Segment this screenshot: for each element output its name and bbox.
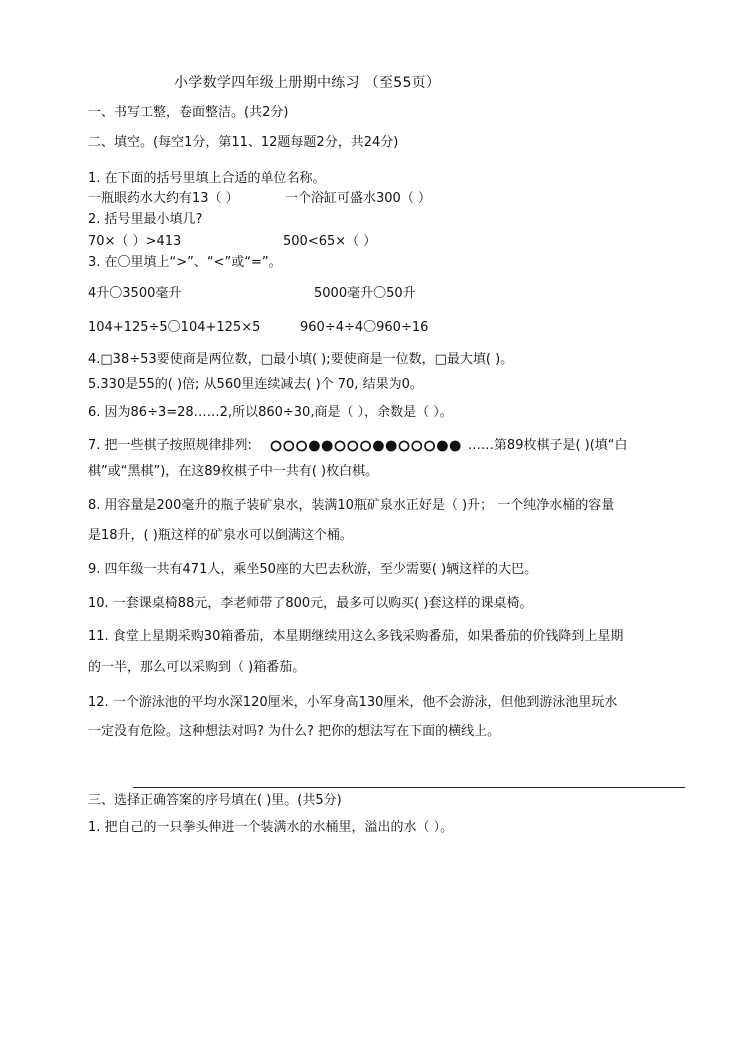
question-1-stem: 1. 在下面的括号里填上合适的单位名称。 [88, 171, 326, 186]
question-2-b: 500<65×（ ） [283, 234, 377, 249]
question-11-line-1: 11. 食堂上星期采购30箱番茄，本星期继续用这么多钱采购番茄，如果番茄的价钱降到上星期 [88, 629, 624, 644]
question-2-a: 70×（ ）>413 [88, 234, 182, 249]
question-7-line-1 [88, 437, 628, 454]
section-2-heading: 二、填空。(每空1分，第11、12题每题2分，共24分) [88, 135, 399, 150]
question-3-row-2 [88, 319, 429, 336]
white-bead [271, 441, 280, 450]
question-12-line-1: 12. 一个游泳池的平均水深120厘米，小军身高130厘米，他不会游泳，但他到游泳池里玩水 [88, 695, 618, 710]
white-bead [412, 441, 421, 450]
question-1-row [88, 190, 431, 207]
black-bead [323, 441, 332, 450]
black-bead [438, 441, 447, 450]
black-bead [374, 441, 383, 450]
question-2-row [88, 233, 377, 250]
question-2-stem: 2. 括号里最小填几? [88, 212, 203, 227]
white-bead [335, 441, 344, 450]
section-1-heading: 一、书写工整，卷面整洁。(共2分) [88, 105, 289, 120]
question-1-a: 一瓶眼药水大约有13（ ） [88, 191, 239, 206]
white-bead [425, 441, 434, 450]
question-3-c: 104+125÷5〇104+125×5 [88, 320, 261, 335]
page-title: 小学数学四年级上册期中练习 （至55页） [174, 75, 441, 91]
question-3-a: 4升〇3500毫升 [88, 286, 182, 301]
question-7-lead: 7. 把一些棋子按照规律排列: [88, 438, 252, 453]
section-3-heading: 三、选择正确答案的序号填在( )里。(共5分) [88, 793, 342, 808]
question-6: 6. 因为86÷3=28……2,所以860÷30,商是（ ），余数是（ ）。 [88, 405, 453, 420]
answer-line[interactable] [133, 787, 685, 788]
white-bead [399, 441, 408, 450]
question-3-b: 5000毫升〇50升 [314, 286, 416, 301]
question-9: 9. 四年级一共有471人，乘坐50座的大巴去秋游，至少需要( )辆这样的大巴。 [88, 562, 538, 577]
question-8-line-1: 8. 用容量是200毫升的瓶子装矿泉水，装满10瓶矿泉水正好是（ )升； 一个纯净水桶的容量 [88, 498, 615, 513]
black-bead [387, 441, 396, 450]
white-bead [284, 441, 293, 450]
question-11-line-2: 的一半，那么可以采购到（ )箱番茄。 [88, 660, 306, 675]
question-12-line-2: 一定没有危险。这种想法对吗? 为什么? 把你的想法写在下面的横线上。 [88, 724, 501, 739]
question-5: 5.330是55的( )倍; 从560里连续减去( )个 70, 结果为0。 [88, 377, 423, 392]
question-4: 4.□38÷53要使商是两位数，□最小填( );要使商是一位数，□最大填( )。 [88, 352, 514, 367]
question-3-stem: 3. 在〇里填上“>”、“<”或“=”。 [88, 255, 282, 270]
question-3-d: 960÷4÷4〇960÷16 [300, 320, 429, 335]
black-bead [451, 441, 460, 450]
white-bead [348, 441, 357, 450]
white-bead [297, 441, 306, 450]
question-10: 10. 一套课桌椅88元，李老师带了800元，最多可以购买( )套这样的课桌椅。 [88, 596, 533, 611]
question-7-line-2: 棋”或“黑棋”)，在这89枚棋子中一共有( )枚白棋。 [88, 464, 379, 479]
section-3-question-1: 1. 把自己的一只拳头伸进一个装满水的水桶里，溢出的水（ ）。 [88, 820, 454, 835]
black-bead [310, 441, 319, 450]
white-bead [361, 441, 370, 450]
question-8-line-2: 是18升，( )瓶这样的矿泉水可以倒满这个桶。 [88, 528, 353, 543]
question-7-tail: ……第89枚棋子是( )(填“白 [467, 438, 628, 453]
question-3-row-1 [88, 285, 416, 302]
question-1-b: 一个浴缸可盛水300（ ） [285, 191, 431, 206]
bead-pattern [270, 440, 466, 452]
